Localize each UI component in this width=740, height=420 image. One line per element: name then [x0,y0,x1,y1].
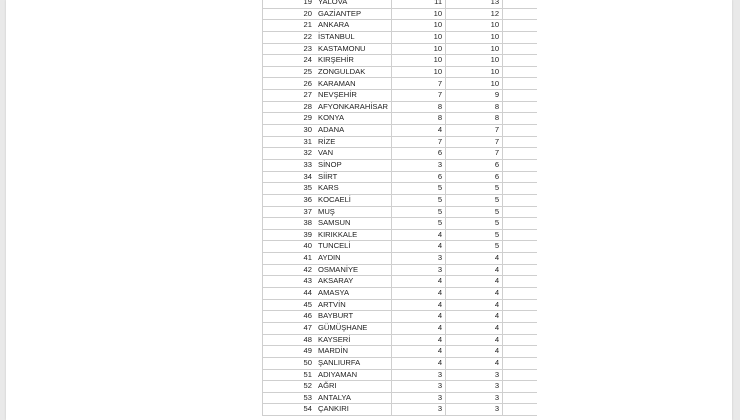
empty-cell [503,392,538,404]
city-name: OSMANİYE [315,264,392,276]
city-name: KOCAELİ [315,194,392,206]
value-column-2: 4 [446,253,503,265]
row-number: 37 [263,206,316,218]
row-number: 31 [263,136,316,148]
row-number: 44 [263,288,316,300]
value-column-1: 4 [392,346,446,358]
city-name: YALOVA [315,0,392,8]
value-column-2: 9 [446,90,503,102]
value-column-1: 10 [392,31,446,43]
row-number: 36 [263,194,316,206]
value-column-1: 4 [392,322,446,334]
value-column-2: 3 [446,404,503,416]
city-name: VAN [315,148,392,160]
table-row [263,148,538,160]
empty-cell [503,404,538,416]
city-name: AMASYA [315,288,392,300]
empty-cell [503,136,538,148]
city-name: GÜMÜŞHANE [315,322,392,334]
row-number: 38 [263,218,316,230]
table-row [263,206,538,218]
value-column-2: 7 [446,125,503,137]
empty-cell [503,101,538,113]
value-column-1: 11 [392,0,446,8]
row-number: 24 [263,55,316,67]
row-number: 47 [263,322,316,334]
value-column-1: 3 [392,159,446,171]
row-number: 21 [263,20,316,32]
city-name: KIRŞEHİR [315,55,392,67]
table-row [263,159,538,171]
table-row [263,0,538,8]
value-column-1: 10 [392,20,446,32]
empty-cell [503,311,538,323]
value-column-1: 4 [392,288,446,300]
city-name: MUŞ [315,206,392,218]
empty-cell [503,55,538,67]
value-column-2: 6 [446,171,503,183]
empty-cell [503,218,538,230]
table-row [263,171,538,183]
row-number: 27 [263,90,316,102]
row-number: 41 [263,253,316,265]
row-number: 34 [263,171,316,183]
value-column-2: 5 [446,218,503,230]
value-column-1: 3 [392,369,446,381]
empty-cell [503,171,538,183]
table-row [263,31,538,43]
row-number: 26 [263,78,316,90]
empty-cell [503,90,538,102]
value-column-1: 10 [392,66,446,78]
value-column-2: 8 [446,113,503,125]
row-number: 39 [263,229,316,241]
city-name: SİNOP [315,159,392,171]
table-row [263,322,538,334]
value-column-2: 10 [446,78,503,90]
value-column-2: 10 [446,55,503,67]
value-column-1: 4 [392,229,446,241]
empty-cell [503,346,538,358]
row-number: 22 [263,31,316,43]
empty-cell [503,334,538,346]
document-page [6,0,732,420]
table-body [263,0,538,416]
table-row [263,346,538,358]
table-row [263,101,538,113]
city-name: TUNCELİ [315,241,392,253]
table-row [263,264,538,276]
value-column-2: 13 [446,0,503,8]
city-name: RİZE [315,136,392,148]
value-column-2: 5 [446,229,503,241]
value-column-2: 4 [446,264,503,276]
value-column-2: 5 [446,183,503,195]
value-column-2: 5 [446,206,503,218]
empty-cell [503,113,538,125]
value-column-2: 7 [446,136,503,148]
value-column-1: 10 [392,8,446,20]
row-number: 40 [263,241,316,253]
city-name: SİİRT [315,171,392,183]
row-number: 20 [263,8,316,20]
value-column-2: 10 [446,31,503,43]
empty-cell [503,194,538,206]
table-row [263,8,538,20]
city-name: ARTVİN [315,299,392,311]
empty-cell [503,43,538,55]
city-name: KONYA [315,113,392,125]
empty-cell [503,369,538,381]
table-row [263,241,538,253]
row-number: 35 [263,183,316,195]
row-number: 29 [263,113,316,125]
value-column-2: 8 [446,101,503,113]
value-column-1: 4 [392,311,446,323]
table-row [263,381,538,393]
city-name: GAZİANTEP [315,8,392,20]
row-number: 52 [263,381,316,393]
empty-cell [503,183,538,195]
value-column-1: 3 [392,264,446,276]
table-row [263,229,538,241]
row-number: 50 [263,357,316,369]
value-column-2: 12 [446,8,503,20]
table-row [263,125,538,137]
value-column-1: 7 [392,90,446,102]
table-row [263,299,538,311]
row-number: 33 [263,159,316,171]
city-name: ANKARA [315,20,392,32]
table-row [263,78,538,90]
value-column-1: 10 [392,43,446,55]
city-name: MARDİN [315,346,392,358]
value-column-2: 4 [446,357,503,369]
empty-cell [503,0,538,8]
table-row [263,194,538,206]
row-number: 45 [263,299,316,311]
city-name: ANTALYA [315,392,392,404]
value-column-2: 5 [446,241,503,253]
city-name: KIRIKKALE [315,229,392,241]
value-column-1: 4 [392,299,446,311]
row-number: 19 [263,0,316,8]
table-row [263,334,538,346]
table-row [263,404,538,416]
row-number: 46 [263,311,316,323]
city-name: ADIYAMAN [315,369,392,381]
value-column-2: 3 [446,369,503,381]
value-column-1: 4 [392,357,446,369]
empty-cell [503,381,538,393]
row-number: 42 [263,264,316,276]
empty-cell [503,299,538,311]
table-row [263,218,538,230]
row-number: 51 [263,369,316,381]
empty-cell [503,31,538,43]
value-column-2: 4 [446,299,503,311]
row-number: 54 [263,404,316,416]
value-column-2: 5 [446,194,503,206]
value-column-1: 5 [392,206,446,218]
city-table [262,0,537,416]
row-number: 53 [263,392,316,404]
table-row [263,136,538,148]
value-column-1: 5 [392,194,446,206]
value-column-1: 3 [392,253,446,265]
value-column-2: 10 [446,66,503,78]
table-row [263,20,538,32]
table-row [263,113,538,125]
value-column-2: 4 [446,322,503,334]
value-column-2: 4 [446,346,503,358]
city-name: AKSARAY [315,276,392,288]
value-column-1: 8 [392,113,446,125]
table-row [263,55,538,67]
row-number: 25 [263,66,316,78]
city-name: AYDIN [315,253,392,265]
table-row [263,392,538,404]
empty-cell [503,229,538,241]
city-name: NEVŞEHİR [315,90,392,102]
value-column-1: 3 [392,381,446,393]
empty-cell [503,357,538,369]
table-row [263,183,538,195]
value-column-2: 3 [446,381,503,393]
value-column-1: 5 [392,183,446,195]
empty-cell [503,8,538,20]
value-column-2: 7 [446,148,503,160]
value-column-1: 4 [392,241,446,253]
empty-cell [503,241,538,253]
city-name: İSTANBUL [315,31,392,43]
row-number: 49 [263,346,316,358]
city-name: KARS [315,183,392,195]
value-column-2: 3 [446,392,503,404]
value-column-2: 4 [446,334,503,346]
value-column-1: 5 [392,218,446,230]
value-column-2: 4 [446,276,503,288]
row-number: 28 [263,101,316,113]
city-name: ZONGULDAK [315,66,392,78]
value-column-1: 3 [392,404,446,416]
table-row [263,369,538,381]
empty-cell [503,125,538,137]
value-column-2: 4 [446,311,503,323]
value-column-2: 4 [446,288,503,300]
value-column-2: 6 [446,159,503,171]
city-name: AĞRI [315,381,392,393]
empty-cell [503,264,538,276]
empty-cell [503,20,538,32]
table-row [263,276,538,288]
table-row [263,90,538,102]
city-name: ŞANLIURFA [315,357,392,369]
city-name: KASTAMONU [315,43,392,55]
table-row [263,43,538,55]
row-number: 32 [263,148,316,160]
row-number: 43 [263,276,316,288]
empty-cell [503,66,538,78]
table-row [263,288,538,300]
city-name: ÇANKIRI [315,404,392,416]
table-row [263,311,538,323]
table-row [263,357,538,369]
city-name: AFYONKARAHİSAR [315,101,392,113]
value-column-1: 4 [392,334,446,346]
city-name: SAMSUN [315,218,392,230]
empty-cell [503,206,538,218]
value-column-1: 10 [392,55,446,67]
empty-cell [503,148,538,160]
empty-cell [503,288,538,300]
empty-cell [503,159,538,171]
row-number: 30 [263,125,316,137]
city-name: ADANA [315,125,392,137]
value-column-1: 3 [392,392,446,404]
value-column-1: 8 [392,101,446,113]
value-column-2: 10 [446,43,503,55]
city-name: BAYBURT [315,311,392,323]
empty-cell [503,78,538,90]
value-column-1: 6 [392,171,446,183]
city-name: KAYSERİ [315,334,392,346]
value-column-1: 4 [392,276,446,288]
city-name: KARAMAN [315,78,392,90]
table-row [263,66,538,78]
value-column-1: 7 [392,78,446,90]
row-number: 48 [263,334,316,346]
empty-cell [503,276,538,288]
empty-cell [503,322,538,334]
value-column-1: 6 [392,148,446,160]
table-row [263,253,538,265]
value-column-2: 10 [446,20,503,32]
empty-cell [503,253,538,265]
value-column-1: 4 [392,125,446,137]
row-number: 23 [263,43,316,55]
value-column-1: 7 [392,136,446,148]
